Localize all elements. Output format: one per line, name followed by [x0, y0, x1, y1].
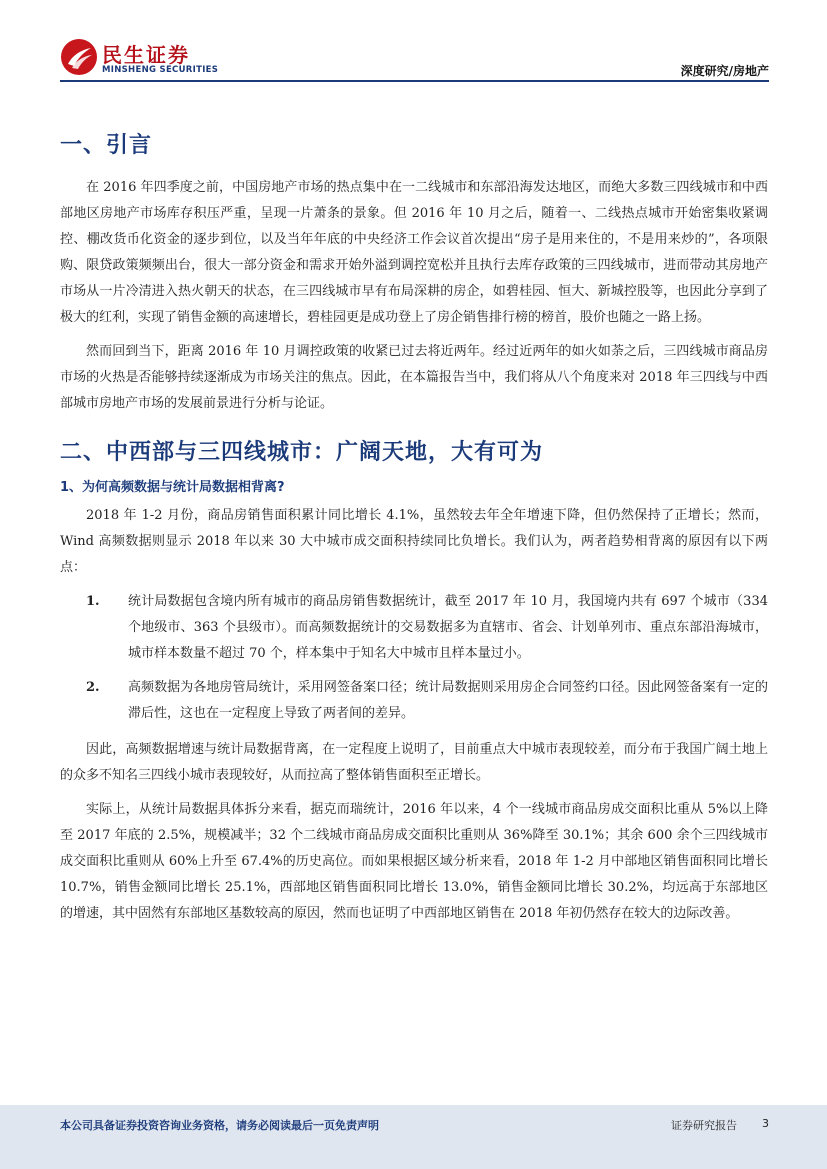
list-item-text: 高频数据为各地房管局统计，采用网签备案口径；统计局数据则采用房企合同签约口径。因此网签备案有一定的滞后性，这也在一定程度上导致了两者间的差异。 — [128, 680, 768, 721]
page-footer — [0, 1105, 827, 1169]
footer-report-type: 证券研究报告 — [671, 1119, 737, 1132]
document-body — [60, 118, 768, 935]
body-paragraph: 实际上，从统计局数据具体拆分来看，据克而瑞统计，2016 年以来，4 个一线城市商品房成交面积比重从 5%以上降至 2017 年底的 2.5%，规模减半；32 个二线城市商品房成交面积比重则从 36%降至 30.1%；其余 600 余个三四线城市成交面积比重则从 60%上升至 67.4%的历史高位。而如果根据区域分析来看，2018 年 1-2 月中部地区销售面积同比增长 10.7%，销售金额同比增长 25.1%，西部地区销售面积同比增长 13.0%，销售金额同比增长 30.2%，均远高于东部地区的增速，其中固然有东部地区基数较高的原因，然而也证明了中西部地区销售在 2018 年初仍然存在较大的边际改善。 — [60, 802, 768, 921]
header-divider — [60, 80, 769, 82]
footer-disclaimer: 本公司具备证券投资咨询业务资格，请务必阅读最后一页免责声明 — [60, 1119, 379, 1132]
section-2-title: 二、中西部与三四线城市：广阔天地，大有可为 — [60, 440, 544, 465]
reason-list — [60, 589, 768, 727]
list-item — [60, 589, 768, 667]
page-number: 3 — [762, 1117, 769, 1130]
subsection-title: 1、为何高频数据与统计局数据相背离? — [60, 480, 285, 495]
body-paragraph: 因此，高频数据增速与统计局数据背离，在一定程度上说明了，目前重点大中城市表现较差，而分布于我国广阔土地上的众多不知名三四线小城市表现较好，从而拉高了整体销售面积至正增长。 — [60, 742, 768, 783]
list-item — [60, 675, 768, 727]
subsection-intro: 2018 年 1-2 月份，商品房销售面积累计同比增长 4.1%，虽然较去年全年增速下降，但仍然保持了正增长；然而，Wind 高频数据则显示 2018 年以来 30 大中城市成交面积持续同比负增长。我们认为，两者趋势相背离的原因有以下两点： — [60, 508, 768, 575]
logo-chinese-name: 民生证券 — [102, 43, 190, 67]
logo-english-name: MINSHENG SECURITIES — [102, 65, 219, 75]
section-1-title: 一、引言 — [60, 133, 153, 158]
list-item-text: 统计局数据包含境内所有城市的商品房销售数据统计，截至 2017 年 10 月，我国境内共有 697 个城市（334 个地级市、363 个县级市）。而高频数据统计的交易数据多为直辖市、省会、计划单列市、重点东部沿海城市，城市样本数量不超过 70 个，样本集中于知名大中城市且样本量过小。 — [128, 594, 768, 661]
page-header — [0, 0, 827, 90]
logo — [60, 38, 219, 78]
section-1-paragraph: 在 2016 年四季度之前，中国房地产市场的热点集中在一二线城市和东部沿海发达地区，而绝大多数三四线城市和中西部地区房地产市场库存积压严重，呈现一片萧条的景象。但 2016 年 10 月之后，随着一、二线热点城市开始密集收紧调控、棚改货币化资金的逐步到位，以及当年年底的中央经济工作会议首次提出“房子是用来住的，不是用来炒的”，各项限购、限贷政策频频出台，很大一部分资金和需求开始外溢到调控宽松并且执行去库存政策的三四线城市，进而带动其房地产市场从一片冷清进入热火朝天的状态，在三四线城市早有布局深耕的房企，如碧桂园、恒大、新城控股等，也因此分享到了极大的红利，实现了销售金额的高速增长，碧桂园更是成功登上了房企销售排行榜的榜首，股价也随之一路上扬。 — [60, 180, 768, 325]
report-category: 深度研究/房地产 — [680, 64, 769, 78]
list-item-number: 1. — [86, 594, 100, 609]
minsheng-logo-icon — [60, 38, 98, 76]
section-1-paragraph: 然而回到当下，距离 2016 年 10 月调控政策的收紧已过去将近两年。经过近两年的如火如荼之后，三四线城市商品房市场的火热是否能够持续逐渐成为市场关注的焦点。因此，在本篇报告当中，我们将从八个角度来对 2018 年三四线与中西部城市房地产市场的发展前景进行分析与论证。 — [60, 344, 768, 411]
list-item-number: 2. — [86, 680, 100, 695]
